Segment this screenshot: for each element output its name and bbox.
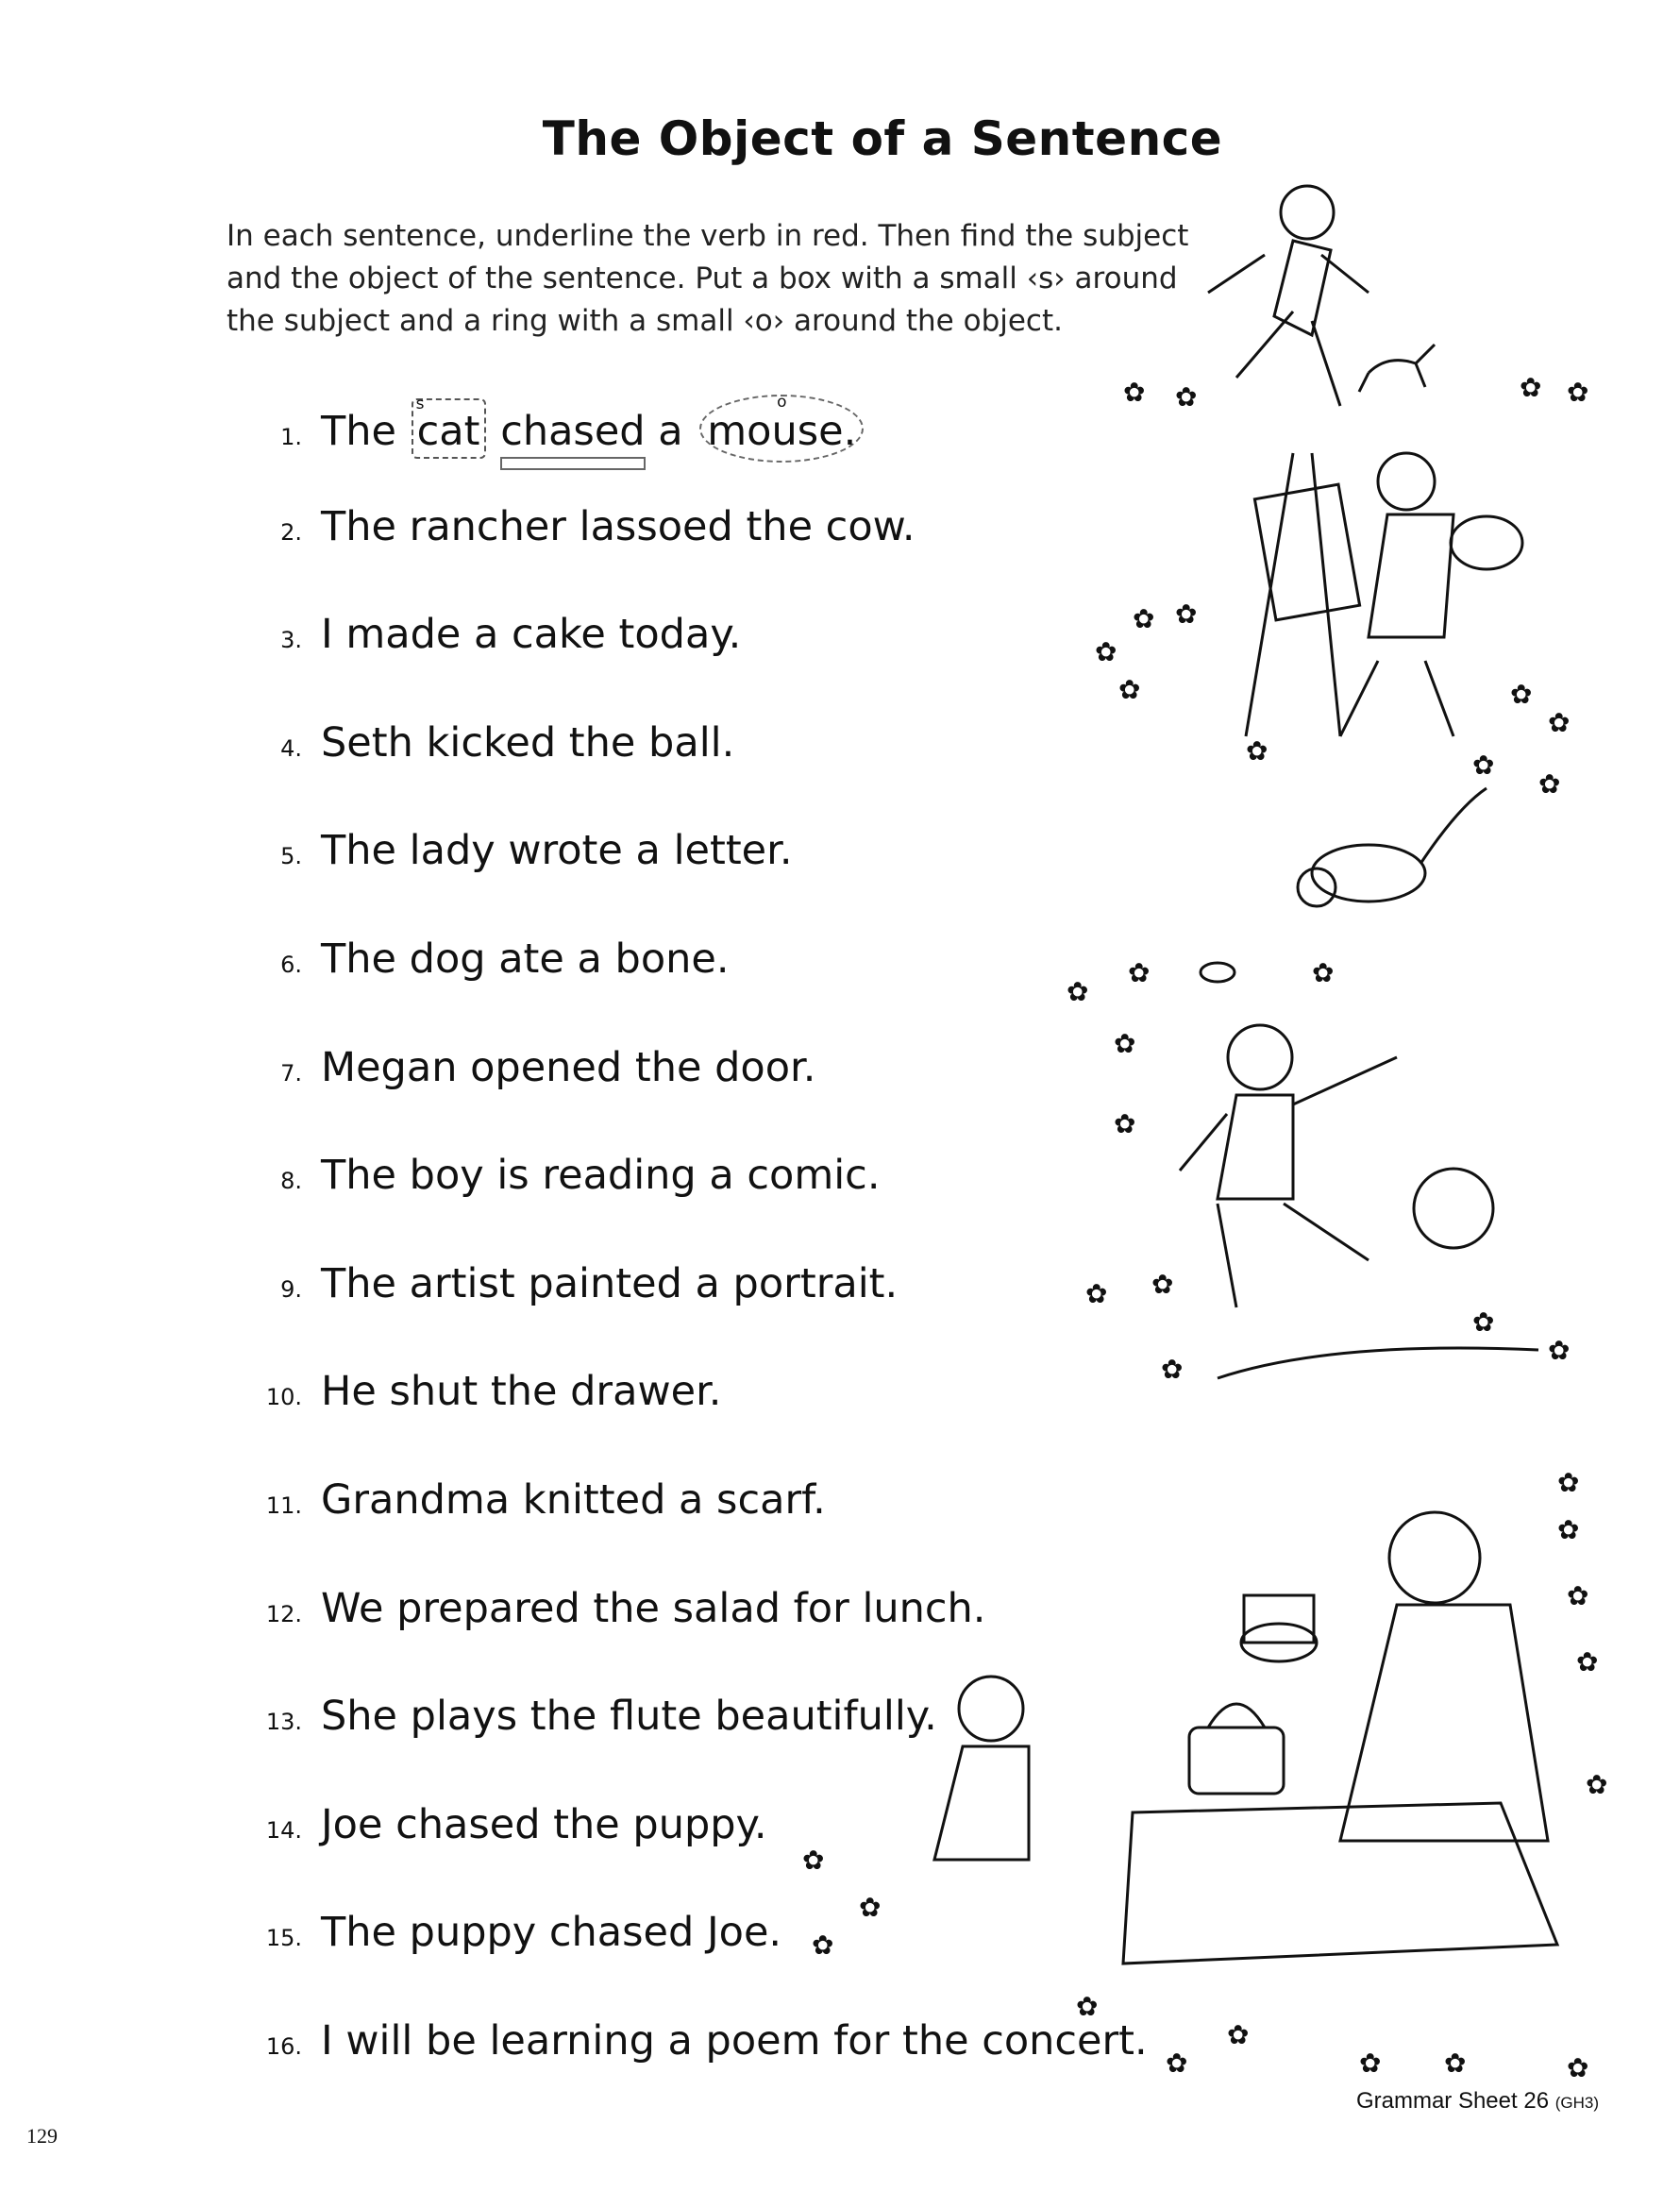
sentence-number: 6. [280, 952, 302, 978]
sentence-number: 16. [265, 2033, 302, 2060]
sentence-text: I will be learning a poem for the concert. [321, 2017, 1148, 2065]
cat-illustration [1201, 788, 1487, 982]
sentence-text: The boy is reading a comic. [321, 1152, 881, 1200]
subject-mark: s [415, 395, 425, 413]
sentence-number: 11. [265, 1492, 302, 1519]
svg-text:✿: ✿ [1312, 957, 1335, 988]
svg-text:✿: ✿ [1557, 1514, 1580, 1545]
verb-word: chased [500, 408, 646, 455]
sentence-number: 1. [280, 424, 302, 450]
instructions: In each sentence, underline the verb in red. Then find the subject and the object of the sentence. Put a box with a small ‹s› around the subject and a ring with a small ‹o› around the object. [227, 219, 1189, 338]
svg-text:✿: ✿ [1123, 377, 1146, 408]
sentence-number: 3. [280, 627, 302, 654]
svg-text:✿: ✿ [1161, 1354, 1184, 1385]
subject-word: cat [416, 408, 480, 455]
sentence-text: Grandma knitted a scarf. [321, 1476, 826, 1524]
svg-text:✿: ✿ [1444, 2048, 1467, 2079]
sentence-text: I made a cake today. [321, 611, 742, 659]
sentence-text: Megan opened the door. [321, 1043, 816, 1091]
svg-text:✿: ✿ [1095, 636, 1117, 667]
sentence-text: The artist painted a portrait. [321, 1259, 899, 1307]
svg-text:✿: ✿ [1118, 674, 1141, 705]
sentence-text: The dog ate a bone. [321, 935, 730, 983]
picnic-illustration [934, 1512, 1557, 1964]
svg-text:✿: ✿ [1166, 2048, 1188, 2079]
sentence-number: 7. [280, 1059, 302, 1087]
sentence-text: The lady wrote a letter. [321, 827, 793, 875]
svg-text:✿: ✿ [859, 1892, 882, 1923]
sentence-text: The puppy chased Joe. [321, 1909, 782, 1957]
sentence-number: 9. [280, 1275, 302, 1303]
sentence-number: 10. [265, 1384, 302, 1411]
svg-text:✿: ✿ [1567, 2052, 1589, 2083]
sentence-number: 14. [265, 1816, 302, 1844]
svg-text:✿: ✿ [1175, 381, 1198, 413]
sentence-text: Joe chased the puppy. [321, 1800, 767, 1848]
sentence-number: 15. [265, 1925, 302, 1952]
sentence-number: 2. [280, 518, 302, 546]
object-mark: o [777, 393, 787, 412]
footer [1356, 2088, 1599, 2115]
svg-text:✿: ✿ [1567, 377, 1589, 408]
svg-text:✿: ✿ [1359, 2048, 1382, 2079]
sentence-text: He shut the drawer. [321, 1368, 722, 1416]
svg-text:✿: ✿ [1510, 679, 1533, 710]
svg-text:✿: ✿ [1076, 1991, 1099, 2022]
sentence-number: 4. [280, 734, 302, 762]
running-child-illustration [1208, 186, 1435, 406]
svg-text:✿: ✿ [1067, 976, 1089, 1007]
artist-illustration [1246, 453, 1522, 736]
sheet-code: (GH3) [1554, 2094, 1599, 2112]
sentence-number: 5. [280, 843, 302, 870]
svg-text:✿: ✿ [1548, 707, 1571, 738]
sentence-number: 12. [265, 1600, 302, 1627]
svg-text:✿: ✿ [1227, 2019, 1250, 2050]
svg-text:✿: ✿ [1538, 768, 1561, 800]
svg-text:✿: ✿ [1133, 603, 1155, 634]
object-word: mouse. [707, 408, 857, 455]
svg-text:✿: ✿ [1520, 372, 1542, 403]
sentence-number: 13. [265, 1709, 302, 1736]
svg-text:✿: ✿ [1175, 598, 1198, 630]
svg-text:✿: ✿ [1586, 1769, 1608, 1800]
page-title: The Object of a Sentence [542, 111, 1223, 166]
svg-text:✿: ✿ [1567, 1580, 1589, 1611]
svg-text:✿: ✿ [1114, 1028, 1136, 1059]
svg-text:✿: ✿ [1114, 1108, 1136, 1139]
svg-text:✿: ✿ [1472, 1306, 1495, 1338]
example-word: The [321, 408, 396, 455]
svg-text:✿: ✿ [1085, 1278, 1108, 1309]
example-word: a [658, 408, 683, 455]
svg-text:✿: ✿ [1557, 1467, 1580, 1498]
sentence-text: Seth kicked the ball. [321, 718, 735, 767]
svg-text:✿: ✿ [1246, 735, 1268, 767]
sentence-text: We prepared the salad for lunch. [321, 1584, 986, 1632]
sheet-label: Grammar Sheet 26 [1355, 2088, 1550, 2114]
svg-text:✿: ✿ [1151, 1269, 1174, 1300]
svg-text:✿: ✿ [802, 1845, 825, 1876]
svg-text:✿: ✿ [1548, 1335, 1571, 1366]
svg-text:✿: ✿ [1128, 957, 1151, 988]
sentence-text: She plays the flute beautifully. [321, 1693, 937, 1741]
sentence-text: The rancher lassoed the cow. [321, 502, 916, 550]
page-number: 129 [26, 2124, 58, 2148]
svg-text:✿: ✿ [1472, 750, 1495, 781]
svg-text:✿: ✿ [1576, 1646, 1599, 1677]
svg-text:✿: ✿ [812, 1930, 834, 1961]
sentence-number: 8. [280, 1168, 302, 1195]
